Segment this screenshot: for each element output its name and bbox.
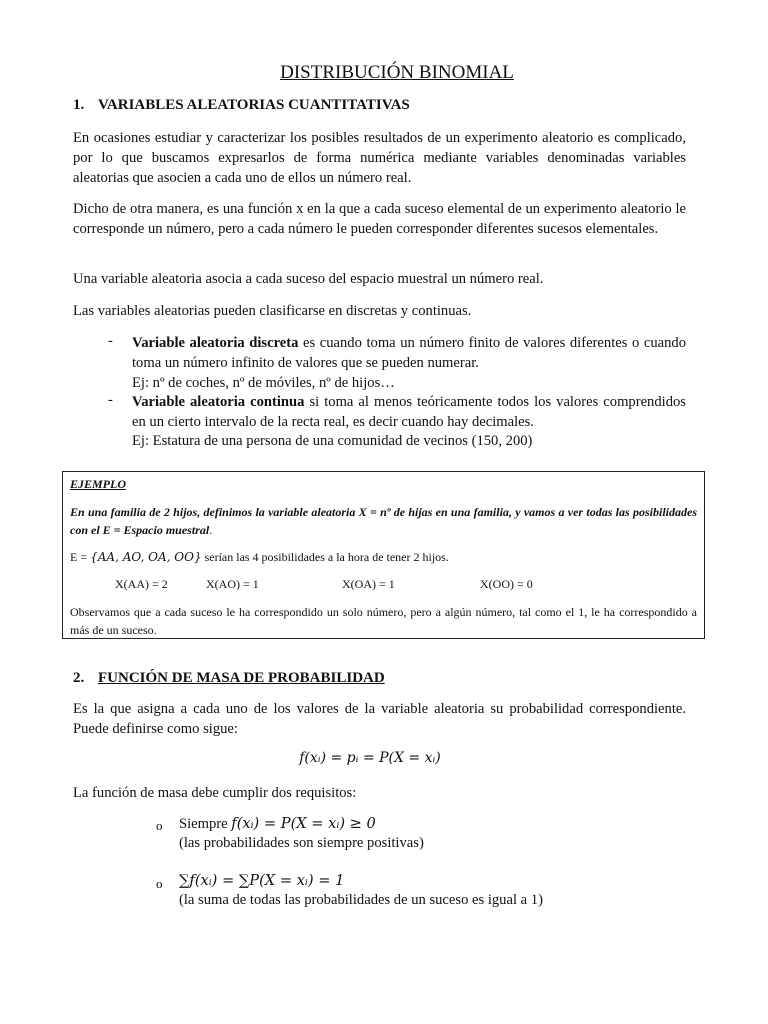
- requirement-1-formula: f(xᵢ) = P(X = xᵢ) ≥ 0: [231, 815, 376, 832]
- bullet-continua: [132, 392, 686, 432]
- bullet-continua-text: si toma al menos teóricamente todos los valores comprendidos en un cierto intervalo de la recta real, es decir cuando hay decimales.: [132, 394, 686, 430]
- bullet-discreta: [132, 333, 686, 373]
- requirement-1-prefix: Siempre: [179, 816, 232, 832]
- example-intro: [70, 503, 697, 539]
- bullet-marker: -: [108, 333, 113, 349]
- example-intro-dot: .: [209, 523, 213, 537]
- requirement-2-formula: ∑f(xᵢ) = ∑P(X = xᵢ) = 1: [179, 872, 345, 889]
- requirement-2: [179, 872, 344, 890]
- bullet-continua-example: Ej: Estatura de una persona de una comunidad de vecinos (150, 200): [132, 433, 533, 449]
- section1-paragraph-2: Dicho de otra manera, es una función x en la que a cada suceso elemental de un experimento aleatorio le corresponde un número, pero a cada número le pueden corresponder diferentes sucesos elementales.: [73, 201, 686, 237]
- section1-paragraph-3: Una variable aleatoria asocia a cada suceso del espacio muestral un número real.: [73, 271, 544, 287]
- mapping-oa: X(OA) = 1: [342, 577, 395, 591]
- bullet-marker: -: [108, 392, 113, 408]
- section2-heading: [73, 670, 385, 687]
- section2-paragraph-1: Es la que asigna a cada uno de los valores de la variable aleatoria su probabilidad correspondiente. Puede definirse como sigue:: [73, 701, 686, 737]
- section1-paragraph-1: En ocasiones estudiar y caracterizar los posibles resultados de un experimento aleatorio es complicado, por lo que buscamos expresarlos de forma numérica mediante variables denominadas variables aleatorias que asocien a cada uno de ellos un número real.: [73, 130, 686, 186]
- section2-number: 2.: [73, 670, 85, 686]
- example-sample-space: [70, 548, 697, 566]
- requirement-1: [179, 815, 376, 833]
- bullet-discreta-term: Variable aleatoria discreta: [132, 335, 299, 351]
- section1-heading-text: VARIABLES ALEATORIAS CUANTITATIVAS: [98, 97, 410, 113]
- sample-space-prefix: E =: [70, 550, 91, 564]
- sample-space-suffix: serían las 4 posibilidades a la hora de tener 2 hijos.: [201, 550, 449, 564]
- requirement-1-note: (las probabilidades son siempre positivas): [179, 835, 424, 851]
- section2-paragraph-2: La función de masa debe cumplir dos requisitos:: [73, 785, 357, 801]
- section1-number: 1.: [73, 97, 85, 113]
- example-label: EJEMPLO: [70, 477, 127, 491]
- section1-paragraph-4: Las variables aleatorias pueden clasificarse en discretas y continuas.: [73, 303, 472, 319]
- mass-function-formula: [0, 750, 740, 767]
- bullet-discreta-example: Ej: nº de coches, nº de móviles, nº de hijos…: [132, 375, 395, 391]
- circle-bullet: o: [156, 818, 163, 833]
- mapping-aa: X(AA) = 2: [115, 577, 168, 591]
- circle-bullet: o: [156, 876, 163, 891]
- example-intro-text: En una familia de 2 hijos, definimos la variable aleatoria X = nº de hijas en una familia, y vamos a ver todas las posibilidades con el E = Espacio muestral: [70, 505, 697, 537]
- section2-heading-text: FUNCIÓN DE MASA DE PROBABILIDAD: [98, 670, 385, 686]
- sample-space-set: {AA, AO, OA, OO}: [90, 550, 202, 564]
- bullet-discreta-text: es cuando toma un número finito de valores diferentes o cuando toma un número infinito de valores que se pueden numerar.: [132, 335, 687, 371]
- example-note: Observamos que a cada suceso le ha correspondido un solo número, pero a algún número, tal como el 1, le ha correspondido a más de un suceso.: [70, 605, 697, 637]
- mapping-ao: X(AO) = 1: [206, 577, 259, 591]
- requirement-2-note: (la suma de todas las probabilidades de un suceso es igual a 1): [179, 892, 543, 908]
- section1-heading: [73, 97, 410, 114]
- mapping-oo: X(OO) = 0: [480, 577, 533, 591]
- bullet-continua-term: Variable aleatoria continua: [132, 394, 305, 410]
- page-title: DISTRIBUCIÓN BINOMIAL: [280, 62, 514, 83]
- formula-text: f(xᵢ) = pᵢ = P(X = xᵢ): [299, 750, 441, 766]
